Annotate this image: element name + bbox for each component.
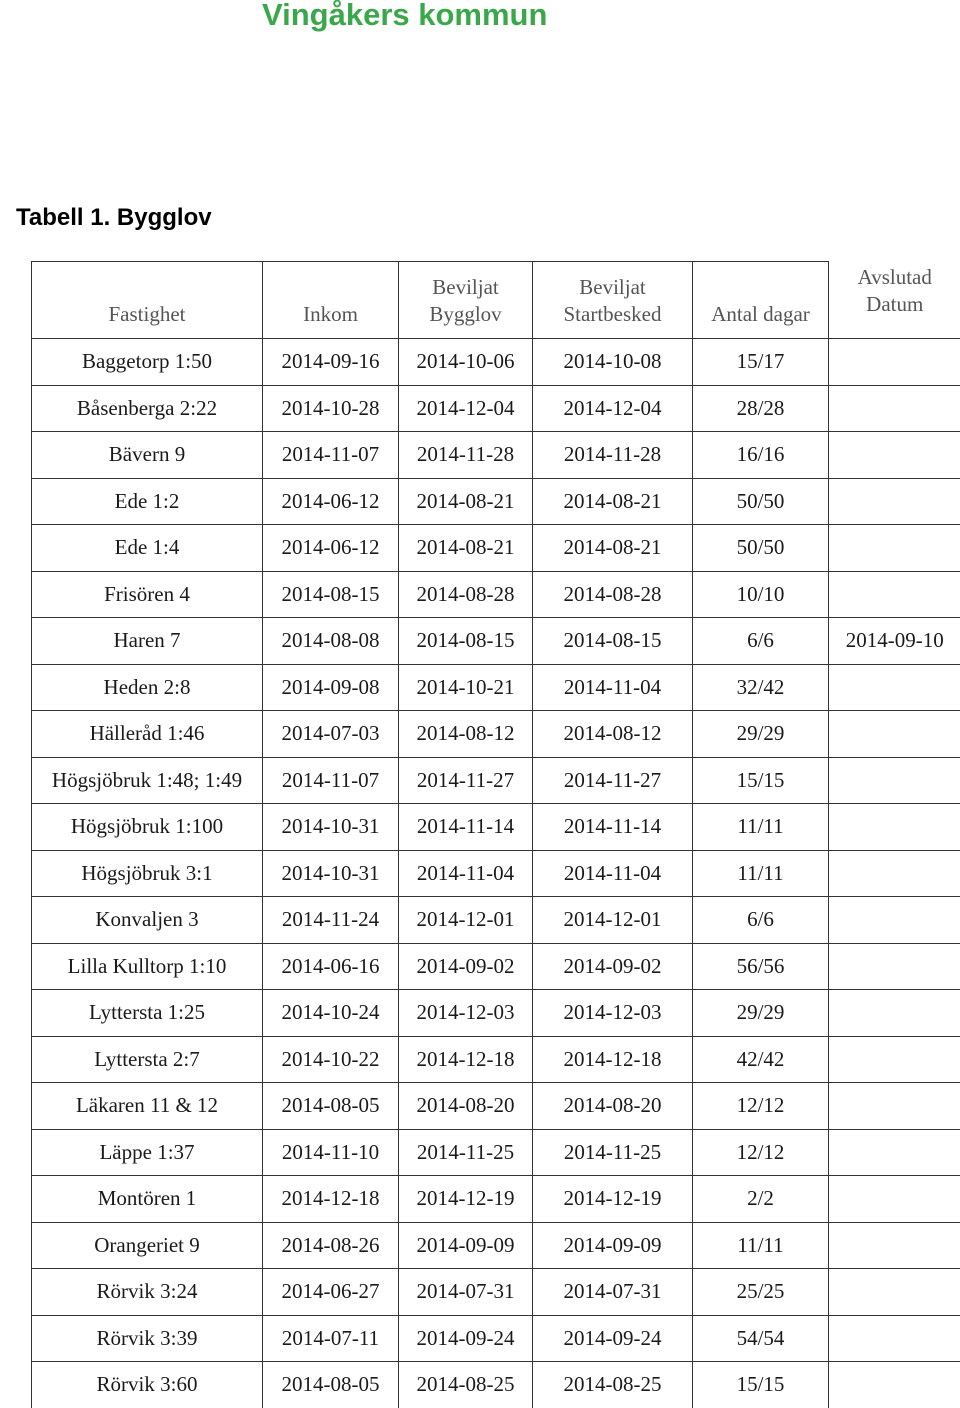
cell-antal-dagar: 29/29 [693, 711, 829, 758]
table-row [32, 1036, 960, 1083]
cell-antal-dagar: 29/29 [693, 990, 829, 1037]
cell-inkom: 2014-10-24 [263, 990, 399, 1037]
cell-antal-dagar: 15/17 [693, 339, 829, 386]
cell-fastighet: Lyttersta 2:7 [32, 1036, 263, 1083]
header-inkom [263, 262, 399, 339]
cell-beviljat-bygglov: 2014-07-31 [399, 1269, 533, 1316]
cell-fastighet: Rörvik 3:39 [32, 1315, 263, 1362]
header-startbesked-line1: Beviljat [533, 274, 692, 301]
cell-beviljat-startbesked: 2014-10-08 [533, 339, 693, 386]
cell-beviljat-bygglov: 2014-12-18 [399, 1036, 533, 1083]
header-bygglov-line2: Bygglov [399, 301, 532, 328]
cell-inkom: 2014-06-16 [263, 943, 399, 990]
cell-avslutad-datum [829, 711, 960, 758]
table-row [32, 897, 960, 944]
header-startbesked-line2: Startbesked [533, 301, 692, 328]
cell-beviljat-bygglov: 2014-11-27 [399, 757, 533, 804]
cell-fastighet: Ede 1:4 [32, 525, 263, 572]
cell-fastighet: Orangeriet 9 [32, 1222, 263, 1269]
cell-inkom: 2014-09-16 [263, 339, 399, 386]
cell-fastighet: Lyttersta 1:25 [32, 990, 263, 1037]
table-row [32, 850, 960, 897]
table-row [32, 385, 960, 432]
header-antal-dagar [693, 262, 829, 339]
cell-beviljat-startbesked: 2014-12-04 [533, 385, 693, 432]
header-avslutad-line2: Datum [829, 291, 960, 318]
cell-avslutad-datum [829, 943, 960, 990]
cell-beviljat-startbesked: 2014-08-21 [533, 478, 693, 525]
cell-beviljat-bygglov: 2014-09-02 [399, 943, 533, 990]
table-row [32, 757, 960, 804]
cell-antal-dagar: 11/11 [693, 804, 829, 851]
cell-avslutad-datum [829, 432, 960, 479]
cell-inkom: 2014-08-05 [263, 1362, 399, 1408]
cell-antal-dagar: 6/6 [693, 897, 829, 944]
header-bygglov-line1: Beviljat [399, 274, 532, 301]
cell-fastighet: Baggetorp 1:50 [32, 339, 263, 386]
cell-inkom: 2014-08-26 [263, 1222, 399, 1269]
cell-fastighet: Bävern 9 [32, 432, 263, 479]
cell-fastighet: Montören 1 [32, 1176, 263, 1223]
cell-avslutad-datum [829, 990, 960, 1037]
cell-beviljat-bygglov: 2014-09-09 [399, 1222, 533, 1269]
cell-beviljat-startbesked: 2014-08-15 [533, 618, 693, 665]
cell-avslutad-datum [829, 571, 960, 618]
cell-beviljat-startbesked: 2014-08-28 [533, 571, 693, 618]
cell-beviljat-bygglov: 2014-08-12 [399, 711, 533, 758]
cell-avslutad-datum [829, 664, 960, 711]
cell-beviljat-bygglov: 2014-08-21 [399, 525, 533, 572]
cell-inkom: 2014-10-31 [263, 850, 399, 897]
cell-avslutad-datum [829, 1315, 960, 1362]
cell-avslutad-datum [829, 757, 960, 804]
cell-beviljat-startbesked: 2014-11-04 [533, 850, 693, 897]
cell-inkom: 2014-08-08 [263, 618, 399, 665]
cell-antal-dagar: 12/12 [693, 1129, 829, 1176]
cell-avslutad-datum [829, 897, 960, 944]
cell-beviljat-bygglov: 2014-10-21 [399, 664, 533, 711]
cell-beviljat-bygglov: 2014-12-01 [399, 897, 533, 944]
table-body [32, 339, 960, 1408]
table-caption: Tabell 1. Bygglov [16, 203, 212, 233]
cell-fastighet: Ede 1:2 [32, 478, 263, 525]
cell-inkom: 2014-07-11 [263, 1315, 399, 1362]
table-row [32, 804, 960, 851]
cell-beviljat-startbesked: 2014-08-12 [533, 711, 693, 758]
header-inkom-label: Inkom [303, 302, 358, 326]
table-header [32, 262, 960, 339]
cell-inkom: 2014-06-12 [263, 525, 399, 572]
cell-beviljat-startbesked: 2014-11-14 [533, 804, 693, 851]
table-row [32, 525, 960, 572]
table-row [32, 618, 960, 665]
cell-fastighet: Hälleråd 1:46 [32, 711, 263, 758]
cell-avslutad-datum [829, 1222, 960, 1269]
header-antal-dagar-label: Antal dagar [711, 302, 810, 326]
cell-inkom: 2014-10-31 [263, 804, 399, 851]
table-row [32, 664, 960, 711]
cell-beviljat-bygglov: 2014-11-25 [399, 1129, 533, 1176]
cell-antal-dagar: 42/42 [693, 1036, 829, 1083]
cell-avslutad-datum [829, 1036, 960, 1083]
cell-fastighet: Läppe 1:37 [32, 1129, 263, 1176]
table-row [32, 1269, 960, 1316]
header-beviljat-bygglov [399, 262, 533, 339]
cell-beviljat-startbesked: 2014-08-25 [533, 1362, 693, 1408]
cell-beviljat-bygglov: 2014-12-04 [399, 385, 533, 432]
cell-antal-dagar: 50/50 [693, 478, 829, 525]
cell-inkom: 2014-11-24 [263, 897, 399, 944]
cell-beviljat-startbesked: 2014-11-27 [533, 757, 693, 804]
cell-fastighet: Rörvik 3:24 [32, 1269, 263, 1316]
cell-antal-dagar: 11/11 [693, 850, 829, 897]
cell-fastighet: Högsjöbruk 3:1 [32, 850, 263, 897]
organization-title: Vingåkers kommun [262, 0, 547, 34]
cell-avslutad-datum [829, 525, 960, 572]
cell-beviljat-bygglov: 2014-08-21 [399, 478, 533, 525]
cell-beviljat-bygglov: 2014-08-20 [399, 1083, 533, 1130]
table-row [32, 339, 960, 386]
cell-antal-dagar: 12/12 [693, 1083, 829, 1130]
cell-inkom: 2014-11-07 [263, 757, 399, 804]
cell-avslutad-datum [829, 850, 960, 897]
table-row [32, 1315, 960, 1362]
table-row [32, 711, 960, 758]
cell-beviljat-bygglov: 2014-11-14 [399, 804, 533, 851]
cell-beviljat-bygglov: 2014-08-15 [399, 618, 533, 665]
cell-antal-dagar: 15/15 [693, 1362, 829, 1408]
cell-avslutad-datum [829, 385, 960, 432]
cell-avslutad-datum [829, 1269, 960, 1316]
cell-antal-dagar: 10/10 [693, 571, 829, 618]
cell-inkom: 2014-11-07 [263, 432, 399, 479]
cell-inkom: 2014-06-12 [263, 478, 399, 525]
bygglov-table [31, 261, 960, 1408]
cell-avslutad-datum [829, 804, 960, 851]
table-row [32, 943, 960, 990]
cell-fastighet: Konvaljen 3 [32, 897, 263, 944]
table-row [32, 1222, 960, 1269]
cell-avslutad-datum [829, 1362, 960, 1408]
cell-fastighet: Frisören 4 [32, 571, 263, 618]
cell-fastighet: Läkaren 11 & 12 [32, 1083, 263, 1130]
cell-antal-dagar: 15/15 [693, 757, 829, 804]
cell-beviljat-startbesked: 2014-12-03 [533, 990, 693, 1037]
header-row [32, 262, 960, 339]
cell-beviljat-bygglov: 2014-10-06 [399, 339, 533, 386]
cell-fastighet: Heden 2:8 [32, 664, 263, 711]
cell-beviljat-bygglov: 2014-11-28 [399, 432, 533, 479]
table-row [32, 1083, 960, 1130]
cell-inkom: 2014-10-22 [263, 1036, 399, 1083]
cell-beviljat-bygglov: 2014-08-25 [399, 1362, 533, 1408]
cell-beviljat-startbesked: 2014-09-24 [533, 1315, 693, 1362]
cell-beviljat-startbesked: 2014-08-20 [533, 1083, 693, 1130]
cell-avslutad-datum [829, 339, 960, 386]
cell-inkom: 2014-11-10 [263, 1129, 399, 1176]
cell-beviljat-startbesked: 2014-12-19 [533, 1176, 693, 1223]
cell-beviljat-startbesked: 2014-12-18 [533, 1036, 693, 1083]
cell-avslutad-datum [829, 478, 960, 525]
cell-inkom: 2014-09-08 [263, 664, 399, 711]
cell-inkom: 2014-08-05 [263, 1083, 399, 1130]
header-beviljat-startbesked [533, 262, 693, 339]
cell-antal-dagar: 54/54 [693, 1315, 829, 1362]
cell-beviljat-startbesked: 2014-11-28 [533, 432, 693, 479]
cell-beviljat-startbesked: 2014-11-04 [533, 664, 693, 711]
cell-fastighet: Högsjöbruk 1:100 [32, 804, 263, 851]
cell-avslutad-datum [829, 1083, 960, 1130]
cell-antal-dagar: 2/2 [693, 1176, 829, 1223]
cell-beviljat-bygglov: 2014-11-04 [399, 850, 533, 897]
cell-avslutad-datum [829, 1129, 960, 1176]
header-avslutad-datum [829, 262, 960, 339]
cell-beviljat-startbesked: 2014-09-02 [533, 943, 693, 990]
cell-antal-dagar: 50/50 [693, 525, 829, 572]
table-row [32, 571, 960, 618]
cell-beviljat-bygglov: 2014-12-19 [399, 1176, 533, 1223]
cell-beviljat-bygglov: 2014-09-24 [399, 1315, 533, 1362]
header-fastighet-label: Fastighet [109, 302, 186, 326]
cell-beviljat-startbesked: 2014-11-25 [533, 1129, 693, 1176]
table-row [32, 432, 960, 479]
table-row [32, 1362, 960, 1408]
cell-fastighet: Båsenberga 2:22 [32, 385, 263, 432]
cell-avslutad-datum [829, 1176, 960, 1223]
cell-fastighet: Lilla Kulltorp 1:10 [32, 943, 263, 990]
table-row [32, 990, 960, 1037]
cell-fastighet: Högsjöbruk 1:48; 1:49 [32, 757, 263, 804]
cell-antal-dagar: 32/42 [693, 664, 829, 711]
header-fastighet [32, 262, 263, 339]
cell-antal-dagar: 56/56 [693, 943, 829, 990]
cell-inkom: 2014-06-27 [263, 1269, 399, 1316]
cell-inkom: 2014-10-28 [263, 385, 399, 432]
table-row [32, 1129, 960, 1176]
cell-beviljat-startbesked: 2014-08-21 [533, 525, 693, 572]
cell-beviljat-startbesked: 2014-12-01 [533, 897, 693, 944]
cell-beviljat-startbesked: 2014-09-09 [533, 1222, 693, 1269]
cell-antal-dagar: 6/6 [693, 618, 829, 665]
cell-antal-dagar: 16/16 [693, 432, 829, 479]
cell-inkom: 2014-07-03 [263, 711, 399, 758]
table-row [32, 1176, 960, 1223]
cell-beviljat-bygglov: 2014-08-28 [399, 571, 533, 618]
cell-fastighet: Rörvik 3:60 [32, 1362, 263, 1408]
cell-inkom: 2014-12-18 [263, 1176, 399, 1223]
header-avslutad-line1: Avslutad [829, 264, 960, 291]
cell-beviljat-bygglov: 2014-12-03 [399, 990, 533, 1037]
cell-beviljat-startbesked: 2014-07-31 [533, 1269, 693, 1316]
cell-antal-dagar: 11/11 [693, 1222, 829, 1269]
cell-fastighet: Haren 7 [32, 618, 263, 665]
cell-antal-dagar: 28/28 [693, 385, 829, 432]
cell-inkom: 2014-08-15 [263, 571, 399, 618]
cell-avslutad-datum: 2014-09-10 [829, 618, 960, 665]
table-row [32, 478, 960, 525]
cell-antal-dagar: 25/25 [693, 1269, 829, 1316]
